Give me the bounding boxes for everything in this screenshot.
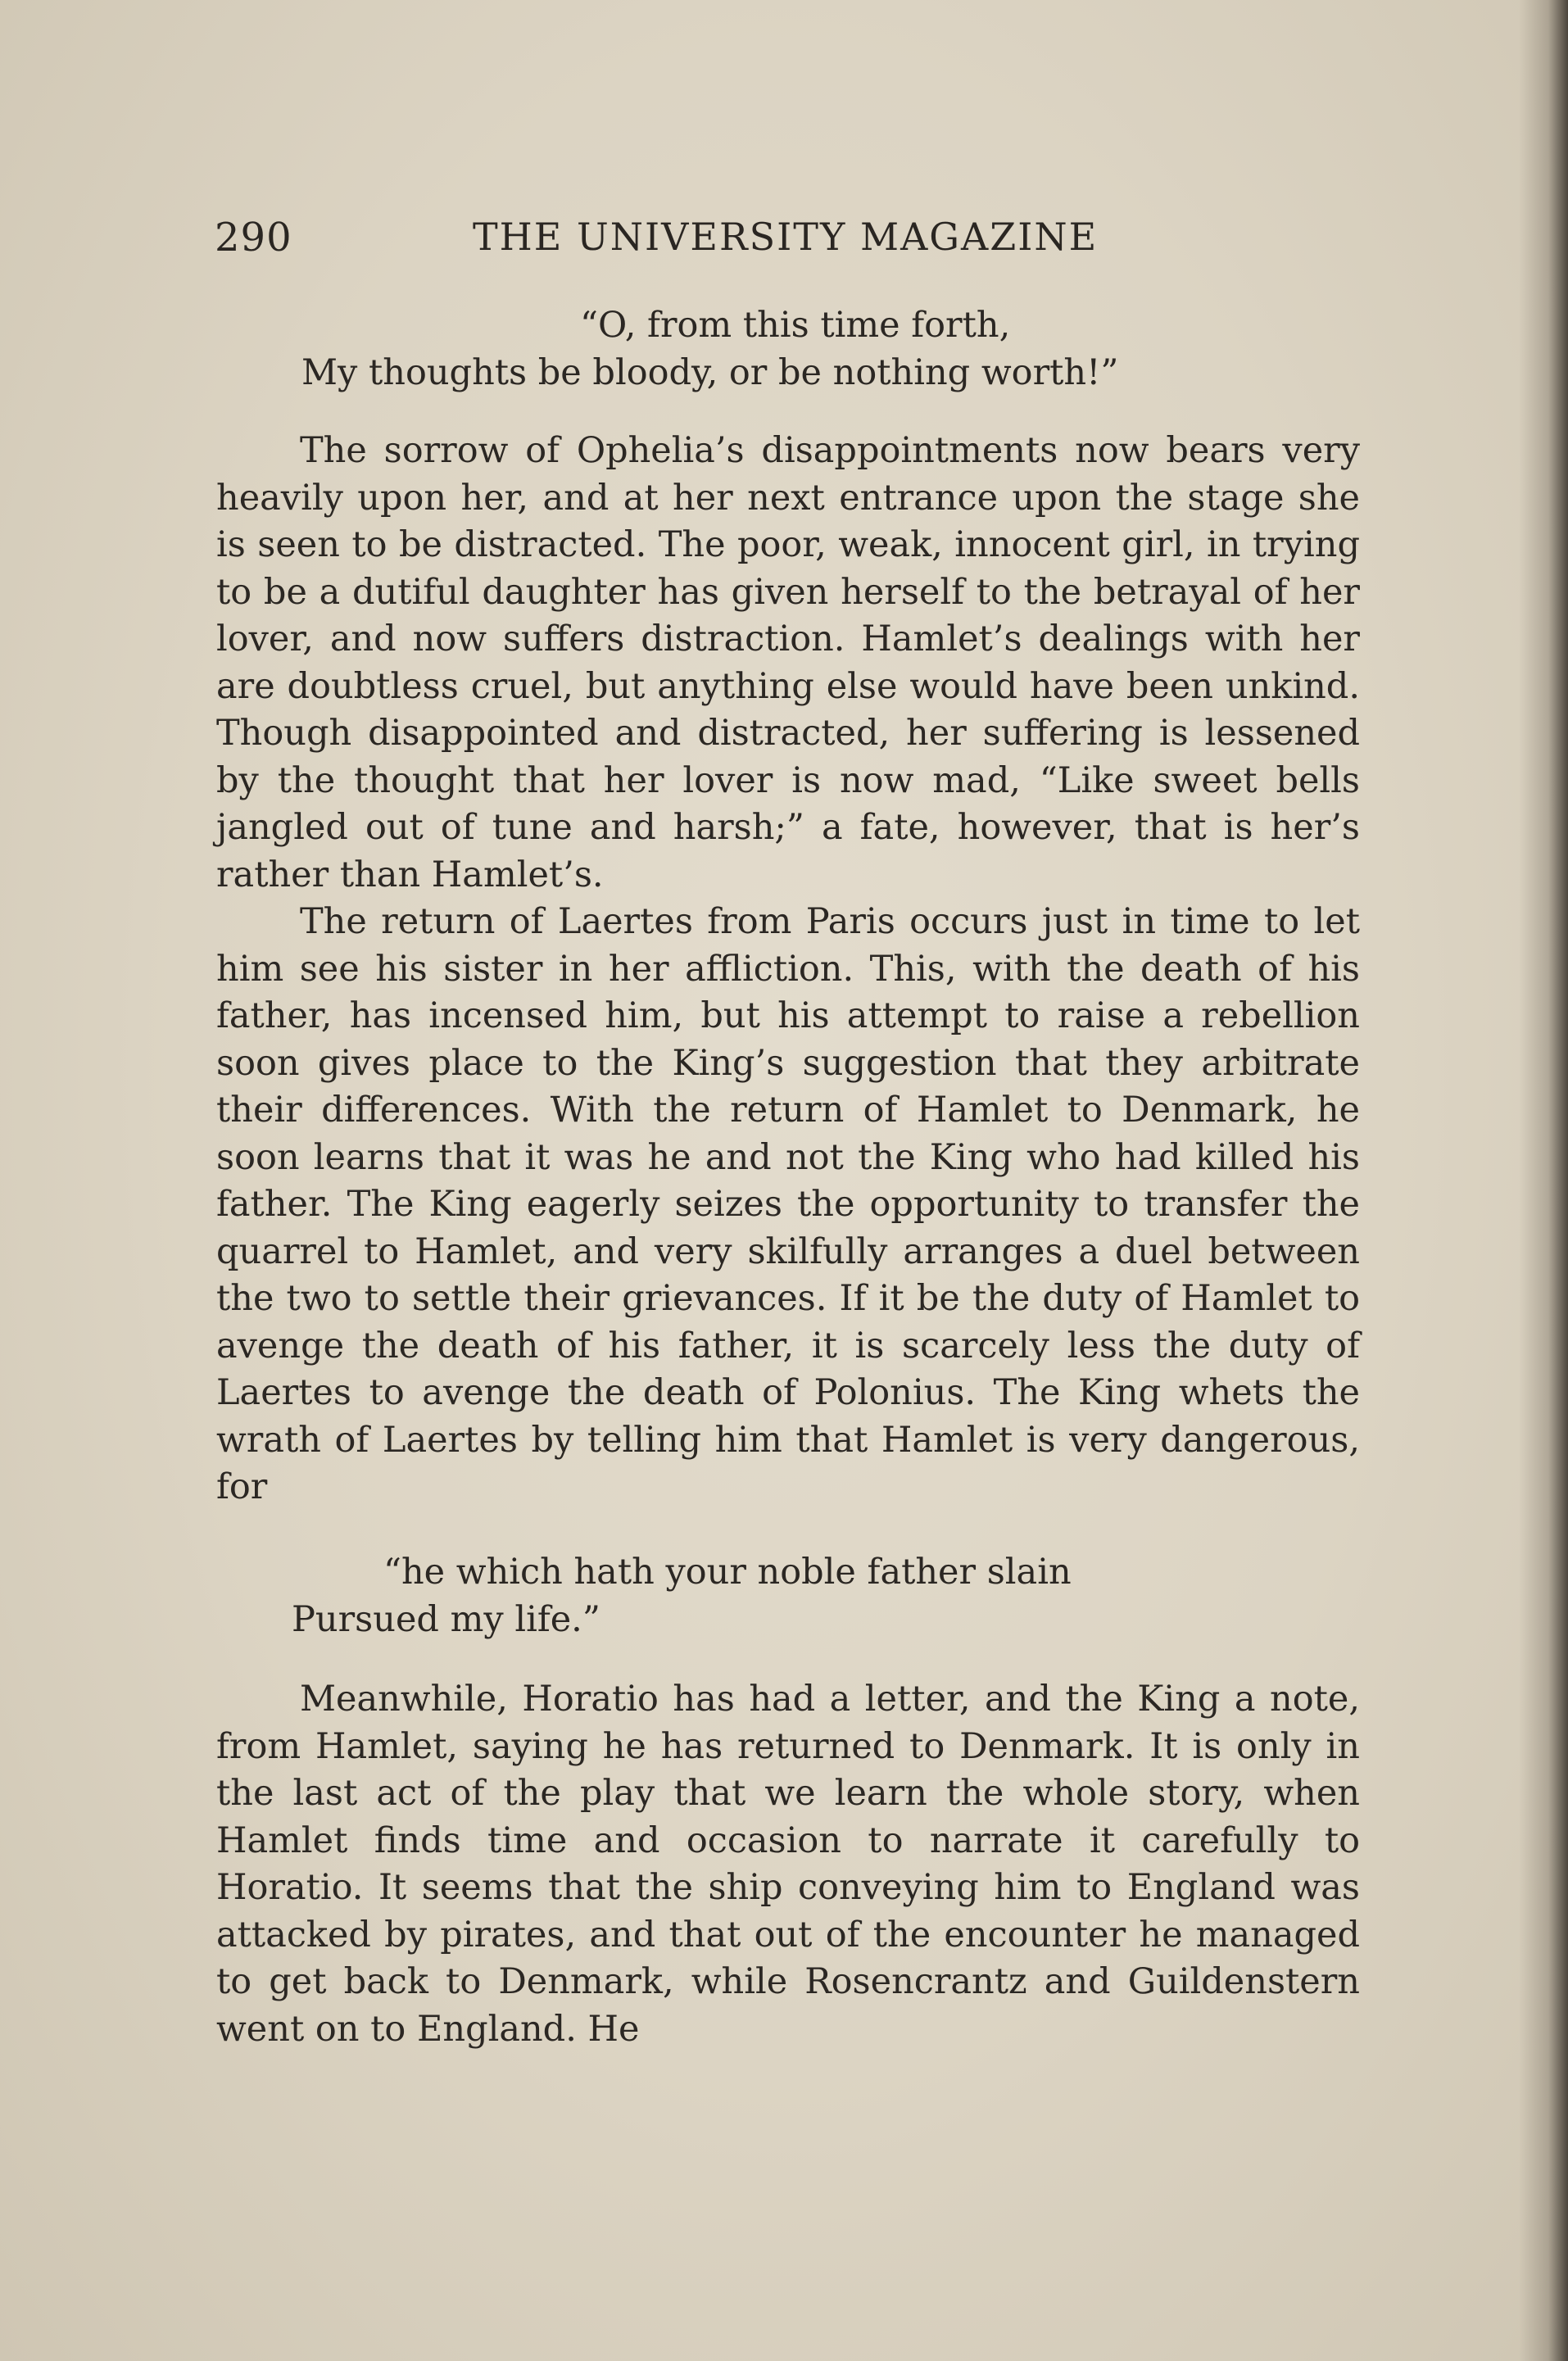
verse-line: Pursued my life.” — [292, 1599, 600, 1640]
running-header — [215, 215, 1116, 272]
paragraph-block-1 — [216, 428, 1360, 1511]
paragraph: The return of Laertes from Paris occurs just in time to let him see his sister in her affliction. This, with the death of his father, has incensed him, but his attempt to raise a rebellion soon gives place to the King’s suggestion that they arbitrate their differences. With the return of Hamlet to Denmark, he soon learns that it was he and not the King who had killed his father. The King eagerly seizes the opportunity to transfer the quarrel to Hamlet, and very skilfully arranges a duel between the two to settle their grievances. If it be the duty of Hamlet to avenge the death of his father, it is scarcely less the duty of Laertes to avenge the death of Polonius. The King whets the wrath of Laertes by telling him that Hamlet is very dangerous, for — [216, 901, 1360, 1507]
paragraph-block-2 — [216, 1676, 1360, 2053]
paragraph: The sorrow of Ophelia’s disappointments now bears very heavily upon her, and at her next entrance upon the stage she is seen to be distracted. The poor, weak, innocent girl, in trying to be a dutiful daughter has given herself to the betrayal of her lover, and now suffers distraction. Hamlet’s dealings with her are doubtless cruel, but anything else would have been unkind. Though disappointed and distracted, her suffering is lessened by the thought that her lover is now mad, “Like sweet bells jangled out of tune and harsh;” a fate, however, that is her’s rather than Hamlet’s. — [216, 430, 1360, 895]
page-number: 290 — [215, 215, 292, 261]
verse-quote-1 — [301, 301, 1366, 397]
verse-line: “he which hath your noble father slain — [383, 1552, 1072, 1593]
paragraph: Meanwhile, Horatio has had a letter, and the King a note, from Hamlet, saying he has returned to Denmark. It is only in the last act of the play that we learn the whole story, when Hamlet finds time and occasion to narrate it carefully to Horatio. It seems that the ship conveying him to England was attacked by pirates, and that out of the encounter he managed to get back to Denmark, while Rosencrantz and Guildenstern went on to England. He — [216, 1679, 1360, 2050]
verse-line: My thoughts be bloody, or be nothing worth!” — [301, 352, 1119, 393]
page-edge-shadow — [1519, 0, 1568, 2361]
verse-quote-2 — [292, 1548, 1357, 1643]
running-title: THE UNIVERSITY MAGAZINE — [473, 215, 1099, 259]
verse-line: “O, from this time forth, — [580, 305, 1011, 346]
